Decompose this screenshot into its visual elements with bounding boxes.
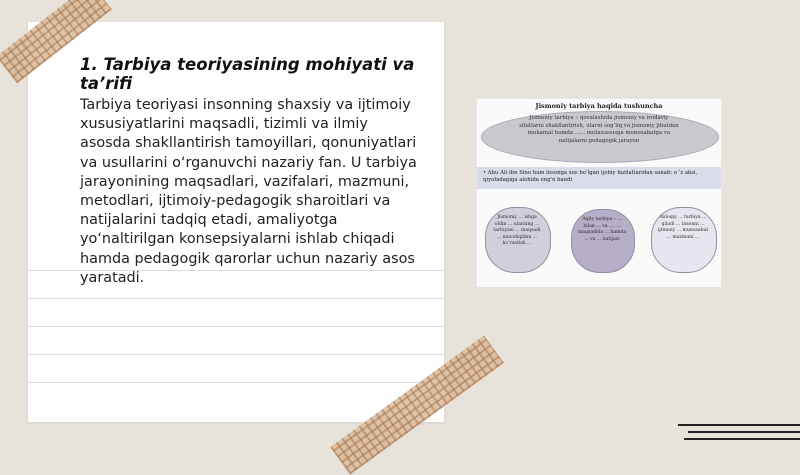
slide-body-text: Tarbiya teoriyasi insonning shaxsiy va ijtimoiy xususiyatlarini maqsadli, tizimli va ilmiy asosda shakllantirish tamoyillari, qonuniyatlari va usullarini o‘rganuvchi nazariy fan. U tarbiya jarayonining maqsadlari, vazifalari, mazmuni, metodlari, ijtimoiy-pedagogik sharoitlari va natijalarini tadqiq etadi, amaliyotga yo‘naltirilgan konsepsiyalarni ishlab chiqadi hamda pedagogik qarorlar uchun nazariy asos yaratadi. [80, 97, 417, 286]
slide-title: 1. Tarbiya teoriyasining mohiyati va ta’rifi [80, 55, 415, 93]
decorative-line [688, 431, 800, 433]
diagram-cloud-right-text: Axloqiy ... tarbiya ... qiladi ... insonni ... ijtimoiy ... munosabat ... mazmuni ... [657, 215, 709, 240]
decorative-line [684, 438, 800, 440]
diagram-cloud-left-text: Jismoniy ... ishga oldin ... ularning ... tarbiyasi ... maqsadi ... muvofiqlikni ... koʻrsatish ... [493, 215, 541, 247]
paper-line [28, 382, 444, 383]
diagram-heading: Jismoniy tarbiya haqida tushuncha [535, 102, 663, 110]
diagram-oval-text: Jismoniy tarbiya – qovalashida jismoniy va irodaviy sifatlarni shakllantirish, ularni sogʻliq va jismoniy jihatdan mukamal hamda ...... mutaxassisga munosabatga va natijalarni pedagogik jarayon [519, 115, 679, 144]
diagram-image [476, 98, 722, 288]
paper-line [28, 326, 444, 327]
paper-line [28, 298, 444, 299]
paper-line [28, 354, 444, 355]
diagram-cloud-center-text: Aqliy tarbiya – ... bilan ... va ..., ... maqsadida ... hamda ... va ... natijasi [577, 217, 627, 242]
decorative-line [678, 424, 800, 426]
diagram-bar-text: • Abu Ali ibn Sino ham insonga xos boʻlgan ijobiy fazilatlaridan sanab: o ʻz aksi, qiyofadagiga alohida eng'n bandi [483, 170, 698, 184]
